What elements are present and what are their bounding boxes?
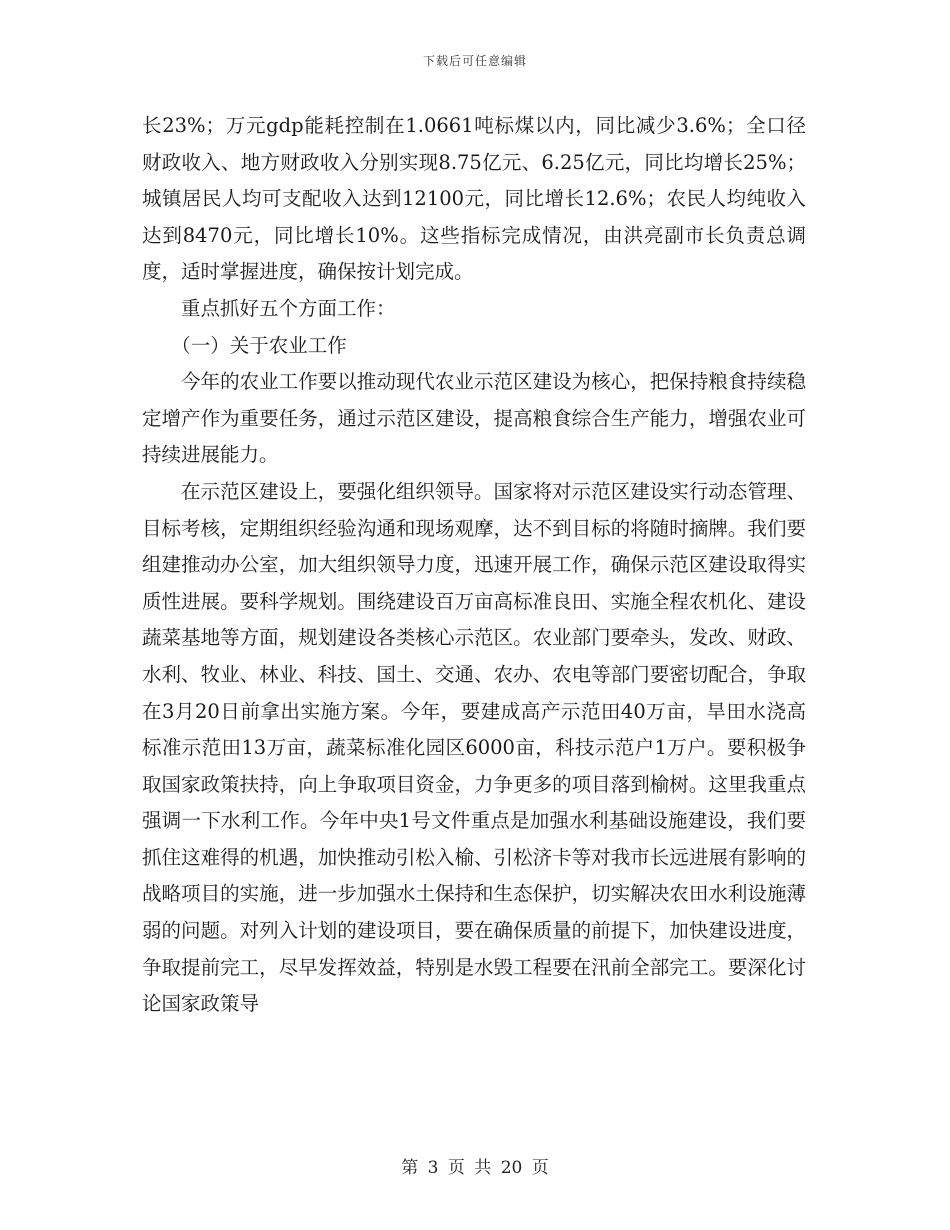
page-header: 下载后可任意编辑 bbox=[422, 54, 527, 68]
paragraph-continuation: 长23%；万元gdp能耗控制在1.0661吨标煤以内，同比减少3.6%；全口径财政收入、地方财政收入分别实现8.75亿元、6.25亿元，同比均增长25%；城镇居民人均可支配收入达到12100元，同比增长12.6%；农民人均纯收入达到8470元，同比增长10%。这些指标完成情况，由洪亮副市长负责总调度，适时掌握进度，确保按计划完成。 bbox=[142, 114, 806, 284]
section-heading: （一）关于农业工作 bbox=[171, 333, 347, 357]
paragraph-agriculture-core: 今年的农业工作要以推动现代农业示范区建设为核心，把保持粮食持续稳定增产作为重要任务，通过示范区建设，提高粮食综合生产能力，增强农业可持续进展能力。 bbox=[142, 370, 806, 467]
paragraph-demo-zone: 在示范区建设上，要强化组织领导。国家将对示范区建设实行动态管理、目标考核，定期组织经验沟通和现场观摩，达不到目标的将随时摘牌。我们要组建推动办公室，加大组织领导力度，迅速开展工作，确保示范区建设取得实质性进展。要科学规划。围绕建设百万亩高标准良田、实施全程农机化、建设蔬菜基地等方面，规划建设各类核心示范区。农业部门要牵头，发改、财政、水利、牧业、林业、科技、国土、交通、农办、农电等部门要密切配合，争取在3月20日前拿出实施方案。今年，要建成高产示范田40万亩，旱田水浇高标准示范田13万亩，蔬菜标准化园区6000亩，科技示范户1万户。要积极争取国家政策扶持，向上争取项目资金，力争更多的项目落到榆树。这里我重点强调一下水利工作。今年中央1号文件重点是加强水利基础设施建设，我们要抓住这难得的机遇，加快推动引松入榆、引松济卡等对我市长远进展有影响的战略项目的实施，进一步加强水土保持和生态保护，切实解决农田水利设施薄弱的问题。对列入计划的建设项目，要在确保质量的前提下，加快建设进度，争取提前完工，尽早发挥效益，特别是水毁工程要在汛前全部完工。要深化讨论国家政策导 bbox=[142, 479, 806, 1016]
paragraph-intro: 重点抓好五个方面工作： bbox=[181, 296, 396, 320]
page-footer: 第 3 页 共 20 页 bbox=[401, 1158, 549, 1178]
document-body bbox=[142, 108, 806, 1023]
